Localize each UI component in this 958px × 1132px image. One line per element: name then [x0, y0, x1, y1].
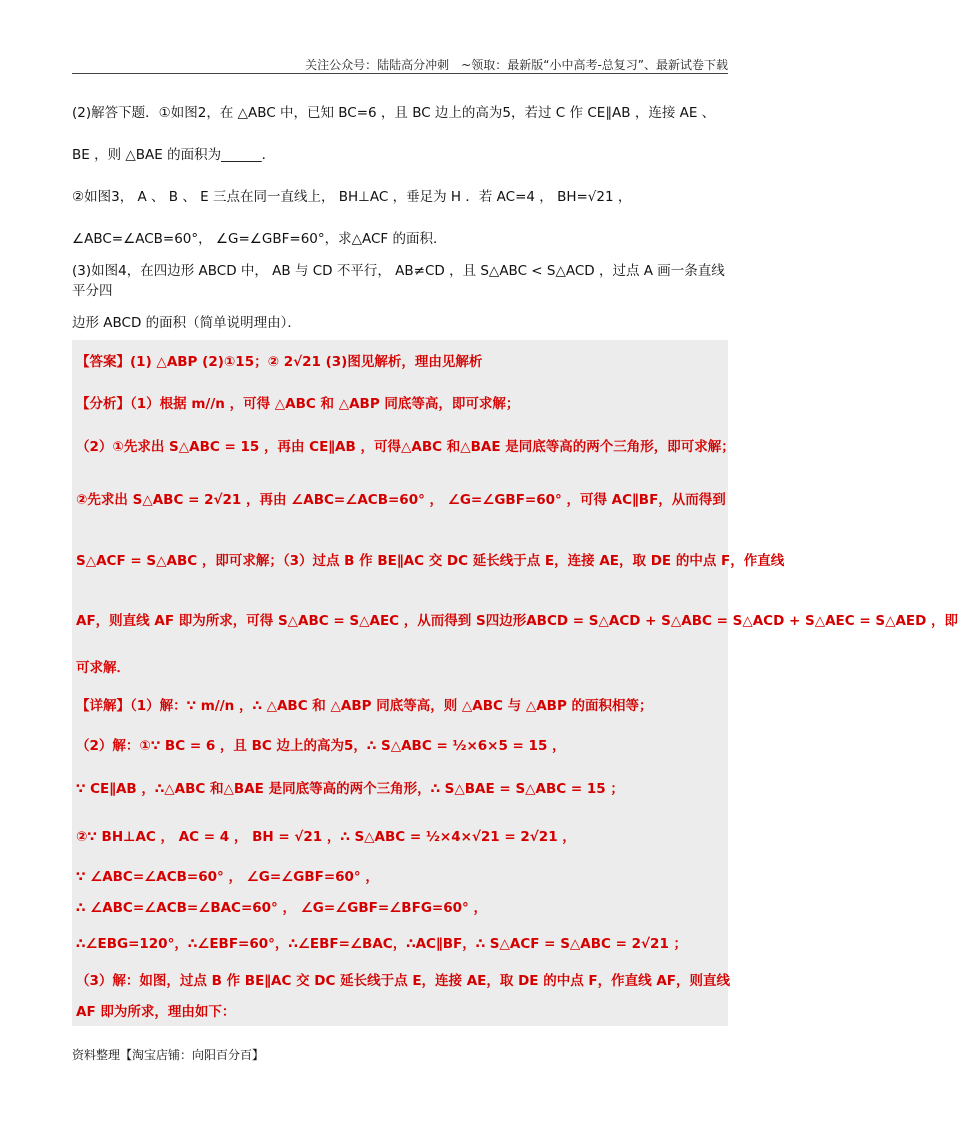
page-footer: 资料整理【淘宝店铺：向阳百分百】: [72, 1048, 265, 1062]
analysis-line: 【分析】（1）根据 m//n ，可得 △ABC 和 △ABP 同底等高，即可求解；: [76, 396, 520, 412]
answer-section: [72, 340, 958, 1026]
answer-line: 【答案】(1) △ABP (2)①15；② 2√21 (3)图见解析，理由见解析: [76, 354, 483, 370]
analysis-line: S△ACF = S△ABC ，即可求解；（3）过点 B 作 BE∥AC 交 DC 延长线于点 E，连接 AE，取 DE 的中点 F，作直线: [76, 553, 785, 569]
question-line: (2)解答下题．①如图2，在 △ABC 中，已知 BC=6 ，且 BC 边上的高为5，若过 C 作 CE∥AB ，连接 AE 、: [72, 104, 716, 121]
header-divider: [72, 73, 728, 74]
detail-line: AF 即为所求，理由如下：: [76, 1004, 236, 1020]
detail-line: （2）解：①∵ BC = 6 ，且 BC 边上的高为5，∴ S△ABC = ½×6×5 = 15 ，: [76, 738, 566, 754]
question-line: ②如图3， A 、 B 、 E 三点在同一直线上， BH⊥AC ，垂足为 H ．若 AC=4 ， BH=√21 ，: [72, 188, 632, 205]
question-line: BE ，则 △BAE 的面积为______．: [72, 146, 276, 163]
detail-line: 【详解】（1）解：∵ m//n ，∴ △ABC 和 △ABP 同底等高，则 △ABC 与 △ABP 的面积相等；: [76, 698, 653, 714]
detail-line: ∵ CE∥AB ，∴△ABC 和△BAE 是同底等高的两个三角形，∴ S△BAE = S△ABC = 15 ；: [76, 781, 624, 797]
detail-line: ∴∠EBG=120°，∴∠EBF=60°，∴∠EBF=∠BAC，∴AC∥BF，∴ S△ACF = S△ABC = 2√21 ；: [76, 936, 688, 952]
page-header: 关注公众号：陆陆高分冲刺 ~领取：最新版“小中高考-总复习”、最新试卷下载: [305, 58, 728, 72]
analysis-line: ②先求出 S△ABC = 2√21 ，再由 ∠ABC=∠ACB=60° ， ∠G=∠GBF=60° ，可得 AC∥BF，从而得到: [76, 492, 726, 508]
detail-line: ∴ ∠ABC=∠ACB=∠BAC=60° ， ∠G=∠GBF=∠BFG=60° ，: [76, 900, 487, 916]
question-section: [72, 92, 728, 344]
detail-line: （3）解：如图，过点 B 作 BE∥AC 交 DC 延长线于点 E，连接 AE，取 DE 的中点 F，作直线 AF，则直线: [76, 973, 731, 989]
detail-line: ∵ ∠ABC=∠ACB=60° ， ∠G=∠GBF=60° ，: [76, 869, 379, 885]
analysis-line: 可求解．: [76, 660, 130, 676]
analysis-line: AF，则直线 AF 即为所求，可得 S△ABC = S△AEC ，从而得到 S四边形ABCD = S△ACD + S△ABC = S△ACD + S△AEC = S△AED ，即: [76, 613, 958, 629]
detail-line: ②∵ BH⊥AC ， AC = 4 ， BH = √21 ，∴ S△ABC = ½×4×√21 = 2√21 ，: [76, 829, 576, 845]
question-line: ∠ABC=∠ACB=60°， ∠G=∠GBF=60°，求△ACF 的面积．: [72, 230, 447, 247]
question-line: 边形 ABCD 的面积（简单说明理由）．: [72, 314, 301, 331]
question-line: (3)如图4，在四边形 ABCD 中， AB 与 CD 不平行， AB≠CD ，且 S△ABC < S△ACD ，过点 A 画一条直线平分四: [72, 262, 725, 299]
analysis-line: （2）①先求出 S△ABC = 15 ，再由 CE∥AB ，可得△ABC 和△BAE 是同底等高的两个三角形，即可求解；: [76, 439, 735, 455]
